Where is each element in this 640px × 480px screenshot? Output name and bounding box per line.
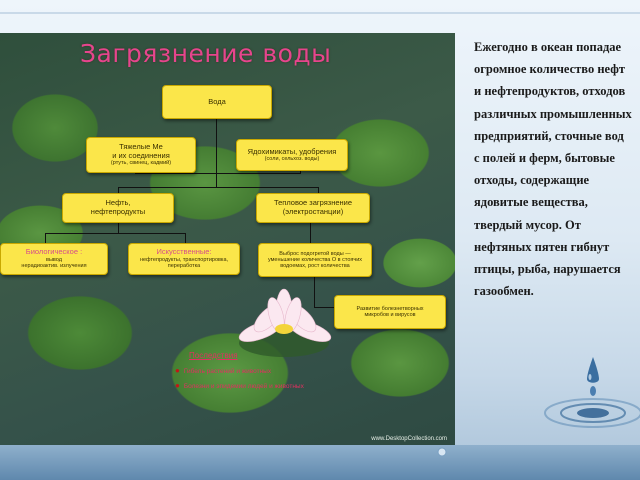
box-biological-line1: Биологическое : (25, 247, 83, 257)
text-line: огромное количество нефт (474, 62, 626, 77)
small-droplet-icon (437, 447, 447, 457)
connector-line (310, 223, 311, 243)
connector-line (118, 187, 318, 188)
bottom-band (0, 445, 640, 480)
connector-line (45, 233, 185, 234)
box-bacteria (334, 295, 446, 329)
connector-line (118, 223, 119, 233)
box-industrial-line3: переработка (167, 263, 201, 270)
slide-title: Загрязнение воды (80, 39, 332, 68)
box-oil-line2: нефтепродукты (90, 207, 146, 216)
connector-line (45, 233, 46, 243)
box-heat-release-line1: Выброс подогретой воды — (279, 250, 351, 257)
bullet-icon: ● (175, 366, 180, 375)
box-oil-line1: Нефть, (105, 198, 131, 208)
box-heat-release (258, 243, 372, 277)
watermark: www.DesktopCollection.com (371, 436, 447, 442)
connector-line (135, 173, 300, 174)
box-industrial (128, 243, 240, 275)
box-thermal-line2: (электростанции) (282, 207, 344, 216)
connector-line (185, 233, 186, 243)
box-pesticides-line2: (соли, сельхоз. воды) (264, 156, 320, 163)
box-industrial-line1: Искусственные: (156, 247, 212, 257)
text-line: предприятий, сточные вод (474, 128, 624, 143)
box-biological (0, 243, 108, 275)
box-heat-release-line3: водоемах, рост количества (280, 263, 350, 270)
bullet-icon: ● (175, 381, 180, 390)
water-lily-icon (232, 273, 337, 363)
text-line: с полей и ферм, бытовые (474, 150, 615, 165)
box-pesticides-line1: Ядохимикаты, удобрения (247, 146, 337, 156)
top-divider-line (0, 12, 640, 14)
text-line: различных промышленных (474, 106, 632, 121)
box-heavy-metals-line3: (ртуть, свинец, кадмий) (110, 160, 172, 167)
consequence-item (175, 381, 335, 390)
box-water-label: Вода (208, 96, 226, 106)
text-line: птицы, рыба, нарушается (474, 261, 621, 276)
box-thermal (256, 193, 370, 223)
box-bacteria-line2: микробов и вирусов (364, 312, 416, 318)
box-bacteria-line1: Развитие болезнетворных (356, 305, 424, 312)
consequence-text: Болезни и эпидемии людей и животных (183, 383, 304, 390)
connector-line (216, 174, 217, 187)
text-line: Ежегодно в океан попадае (474, 40, 622, 54)
box-water (162, 85, 272, 119)
slide-image (0, 33, 455, 445)
text-line: отходы, содержащие (474, 173, 590, 188)
consequences-title: Последствия (189, 351, 238, 360)
consequences-block (175, 351, 335, 390)
text-line: ядовитые вещества, (474, 195, 588, 210)
connector-line (216, 119, 217, 174)
water-droplet-icon (535, 355, 640, 445)
box-industrial-line2: нефтепродукты, транспортировка, (139, 257, 229, 263)
box-heavy-metals (86, 137, 196, 173)
box-heat-release-line2: уменьшение количества О в стоячих (267, 256, 363, 263)
text-line: газообмен. (474, 284, 534, 299)
consequence-text: Гибель растений и животных (183, 368, 272, 375)
description-text (474, 36, 640, 302)
consequence-item (175, 366, 335, 375)
text-line: нефтяных пятен гибнут (474, 239, 610, 254)
box-biological-line2: вывод (46, 257, 62, 263)
text-line: твердый мусор. От (474, 217, 581, 232)
box-pesticides (236, 139, 348, 171)
text-line: и нефтепродуктов, отходов (474, 84, 626, 99)
box-heavy-metals-line2: и их соединения (112, 150, 170, 160)
box-heavy-metals-line1: Тяжелые Ме (119, 142, 163, 152)
box-oil (62, 193, 174, 223)
box-thermal-line1: Тепловое загрязнение (273, 198, 353, 208)
box-biological-line3: нерадиоактив. излучения (21, 263, 87, 270)
